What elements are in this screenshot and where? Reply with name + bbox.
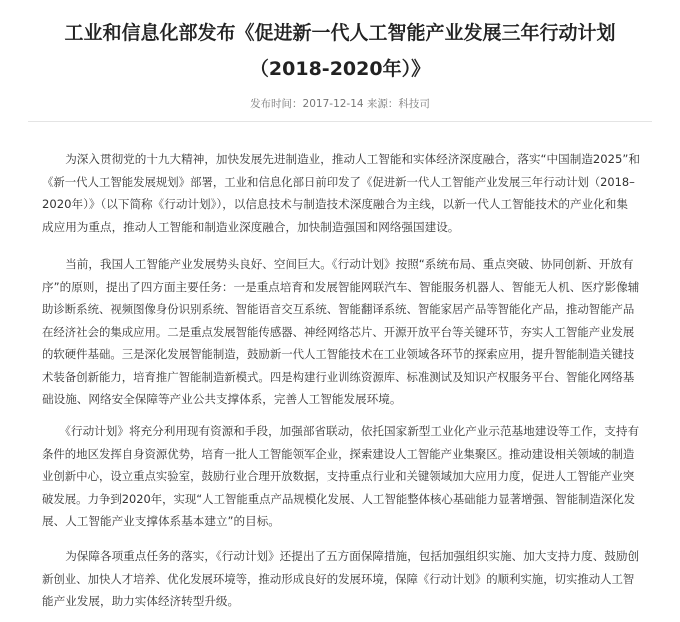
paragraph-line: 当前，我国人工智能产业发展势头良好、空间巨大。《行动计划》按照“系统布局、重点突破、协同创新、开放有 <box>42 257 634 271</box>
paragraph-line: 助诊断系统、视频图像身份识别系统、智能语音交互系统、智能翻译系统、智能家居产品等智能化产品，推动智能产品 <box>42 302 635 316</box>
paragraph-line: 《新一代人工智能发展规划》部署，工业和信息化部日前印发了《促进新一代人工智能产业发展三年行动计划（2018– <box>42 174 635 189</box>
paragraph-1 <box>42 148 642 238</box>
paragraph-line: 业创新中心，设立重点实验室，鼓励行业合理开放数据，支持重点行业和关键领域加大应用力度，促进人工智能产业突 <box>42 469 635 483</box>
publish-meta: 发布时间：2017-12-14 来源：科技司 <box>250 98 430 110</box>
paragraph-2 <box>42 253 642 411</box>
paragraph-line: 的软硬件基础。三是深化发展智能制造，鼓励新一代人工智能技术在工业领域各环节的探索应用，提升智能制造关键技 <box>42 347 635 361</box>
paragraph-line: 《行动计划》将充分利用现有资源和手段，加强部省联动，依托国家新型工业化产业示范基地建设等工作，支持有 <box>42 424 640 438</box>
paragraph-4 <box>42 545 642 613</box>
paragraph-3 <box>42 420 642 533</box>
paragraph-line: 2020年）》（以下简称《行动计划》），以信息技术与制造技术深度融合为主线，以新一代人工智能技术的产业化和集 <box>42 197 628 211</box>
paragraph-line: 为深入贯彻党的十九大精神，加快发展先进制造业，推动人工智能和实体经济深度融合，落实“中国制造2025”和 <box>42 152 641 166</box>
paragraph-line: 础设施、网络安全保障等产业公共支撑体系，完善人工智能发展环境。 <box>42 392 402 406</box>
article-title-line-2: （2018-2020年）》 <box>249 58 431 80</box>
paragraph-line: 序”的原则，提出了四方面主要任务：一是重点培育和发展智能网联汽车、智能服务机器人、智能无人机、医疗影像辅 <box>42 279 640 294</box>
paragraph-line: 成应用为重点，推动人工智能和制造业深度融合，加快制造强国和网络强国建设。 <box>42 219 460 234</box>
paragraph-line: 破发展。力争到2020年，实现“人工智能重点产品规模化发展、人工智能整体核心基础能力显著增强、智能制造深化发 <box>42 491 636 506</box>
paragraph-line: 术装备创新能力，培育推广智能制造新模式。四是构建行业训练资源库、标准测试及知识产权服务平台、智能化网络基 <box>42 369 635 384</box>
divider <box>28 121 652 122</box>
paragraph-line: 条件的地区发挥自身资源优势，培育一批人工智能领军企业，探索建设人工智能产业集聚区。推动建设相关领域的制造 <box>42 446 635 461</box>
paragraph-line: 新创业、加快人才培养、优化发展环境等，推动形成良好的发展环境，保障《行动计划》的顺利实施，切实推动人工智 <box>42 571 635 586</box>
paragraph-line: 展、人工智能产业支撑体系基本建立”的目标。 <box>42 514 280 528</box>
article-title-line-1: 工业和信息化部发布《促进新一代人工智能产业发展三年行动计划 <box>64 22 616 44</box>
paragraph-line: 在经济社会的集成应用。二是重点发展智能传感器、神经网络芯片、开源开放平台等关键环节，夯实人工智能产业发展 <box>42 324 635 339</box>
paragraph-line: 为保障各项重点任务的落实，《行动计划》还提出了五方面保障措施，包括加强组织实施、加大支持力度、鼓励创 <box>42 549 640 563</box>
paragraph-line: 能产业发展，助力实体经济转型升级。 <box>42 594 240 608</box>
